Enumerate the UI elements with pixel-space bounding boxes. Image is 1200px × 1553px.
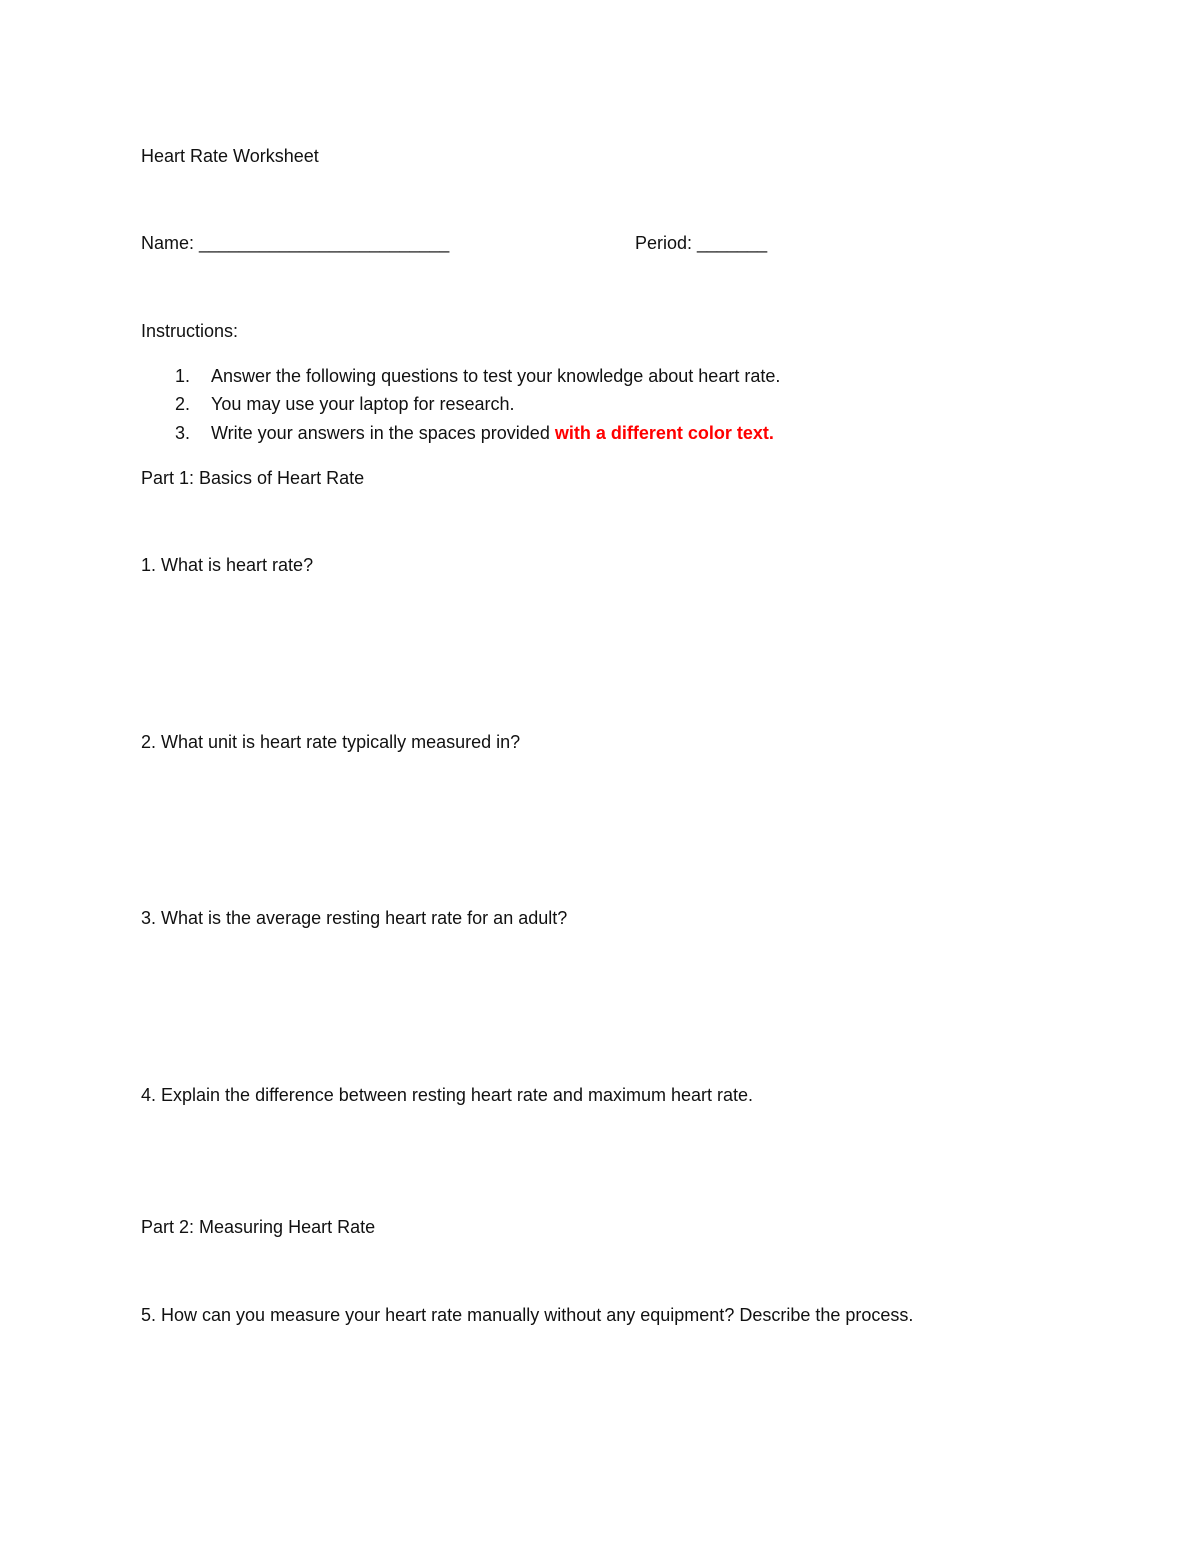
instruction-text: Write your answers in the spaces provided — [211, 423, 555, 443]
instruction-number: 2. — [175, 394, 191, 414]
question-2: 2. What unit is heart rate typically measured in? — [141, 732, 521, 752]
instruction-emphasis: with a different color text. — [554, 423, 774, 443]
instruction-text: You may use your laptop for research. — [211, 394, 515, 414]
name-field: Name: _________________________ — [141, 233, 450, 253]
instruction-item — [175, 393, 515, 415]
question-4: 4. Explain the difference between resting heart rate and maximum heart rate. — [141, 1085, 754, 1105]
question-3: 3. What is the average resting heart rate for an adult? — [141, 908, 568, 928]
instructions-heading: Instructions: — [141, 321, 239, 341]
worksheet-title: Heart Rate Worksheet — [141, 146, 319, 166]
instruction-item — [175, 422, 774, 444]
instruction-item — [175, 365, 780, 387]
instruction-text: Answer the following questions to test your knowledge about heart rate. — [211, 366, 781, 386]
period-field: Period: _______ — [635, 233, 768, 253]
part2-heading: Part 2: Measuring Heart Rate — [141, 1217, 376, 1237]
part1-heading: Part 1: Basics of Heart Rate — [141, 468, 365, 488]
instruction-number: 3. — [175, 423, 191, 443]
instruction-number: 1. — [175, 366, 191, 386]
question-5: 5. How can you measure your heart rate manually without any equipment? Describe the process. — [141, 1305, 914, 1325]
question-1: 1. What is heart rate? — [141, 555, 314, 575]
